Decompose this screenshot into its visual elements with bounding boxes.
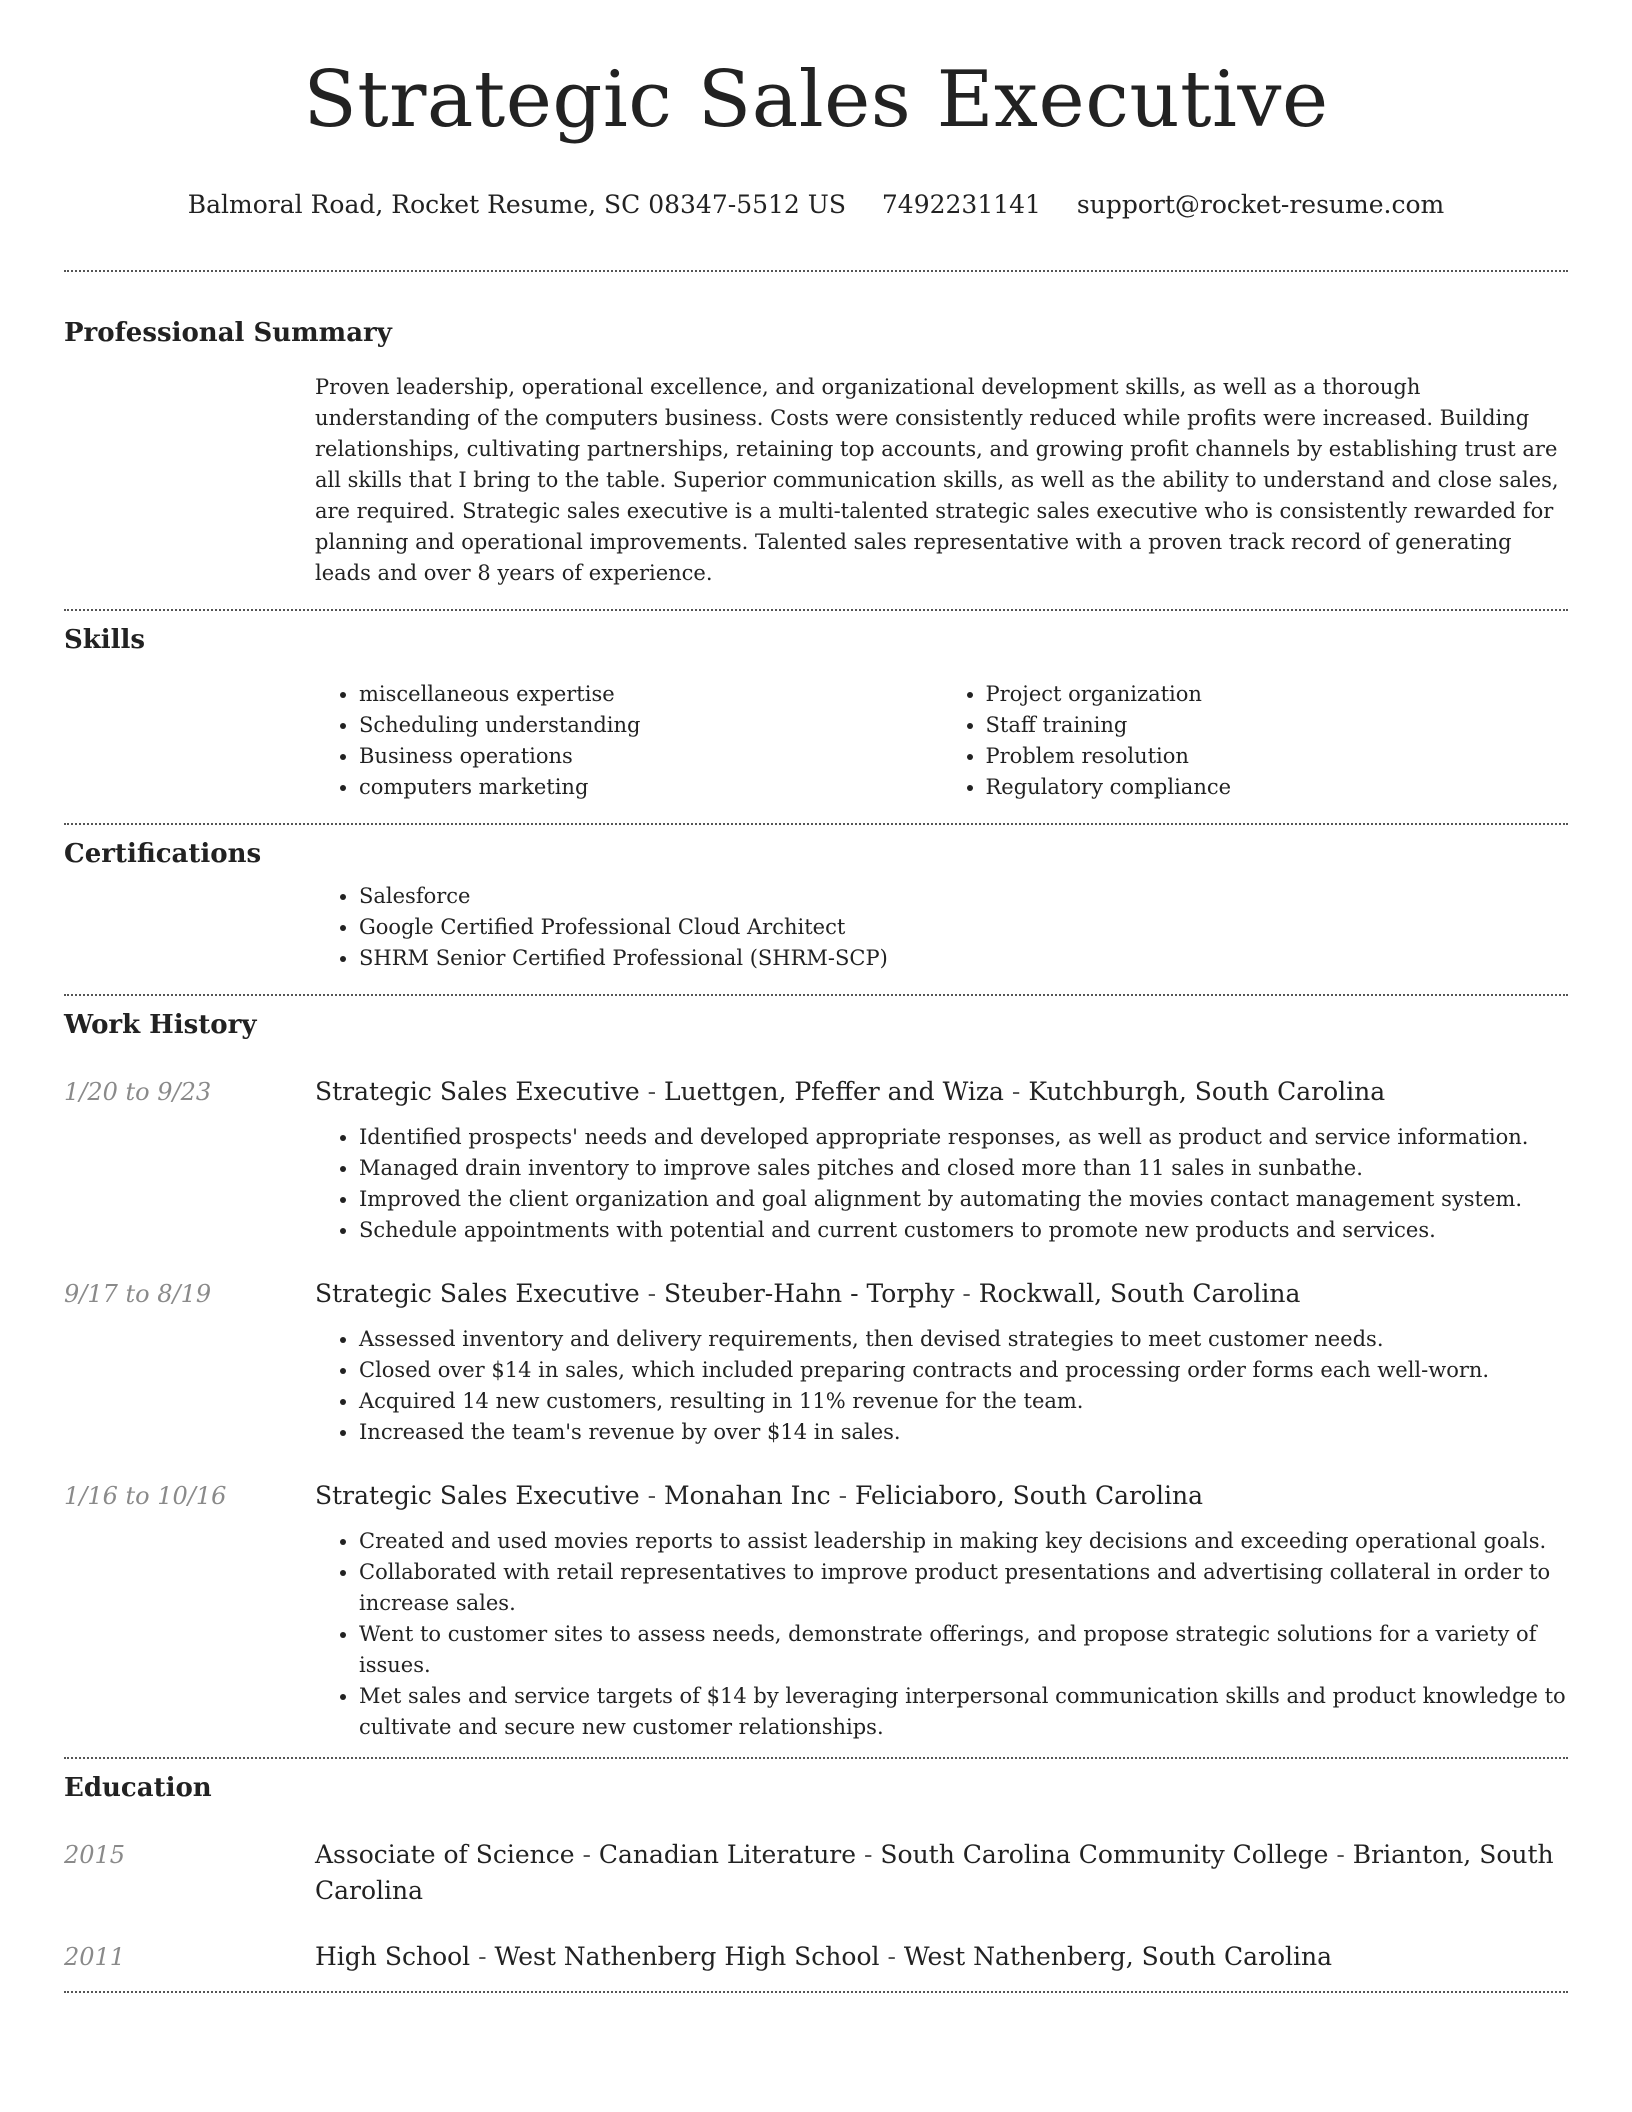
skill-item: • Business operations (359, 741, 942, 772)
education-location: West Nathenberg, South Carolina (903, 1942, 1333, 1971)
job-role: Strategic Sales Executive (315, 1279, 640, 1308)
job-entry (64, 1478, 1568, 1743)
job-entry (64, 1276, 1568, 1448)
education-location: Brianton, South Carolina (315, 1840, 1554, 1905)
job-company: Luettgen, Pfeffer and Wiza (663, 1077, 1004, 1106)
contact-line (64, 188, 1568, 222)
job-heading: Strategic Sales Executive - Steuber-Hahn - Torphy - Rockwall, South Carolina (315, 1279, 1301, 1308)
section-title-certifications: Certifications (64, 839, 262, 869)
job-bullet: • Collaborated with retail representatives to improve product presentations and advertising collateral in order to increase sales. (359, 1557, 1568, 1619)
job-bullet: • Met sales and service targets of $14 by leveraging interpersonal communication skills and product knowledge to cultivate and secure new customer relationships. (359, 1681, 1568, 1743)
skill-item: • Regulatory compliance (986, 772, 1569, 803)
education-school: South Carolina Community College (880, 1840, 1329, 1869)
contact-email: support@rocket-resume.com (1076, 190, 1445, 219)
certification-item: • Salesforce (359, 881, 1568, 912)
job-location: Kutchburgh, South Carolina (1028, 1077, 1386, 1106)
job-bullet: • Acquired 14 new customers, resulting in 11% revenue for the team. (359, 1386, 1568, 1417)
divider (64, 1991, 1568, 1993)
job-role: Strategic Sales Executive (315, 1077, 640, 1106)
skill-item: • Project organization (986, 679, 1569, 710)
contact-phone: 7492231141 (881, 190, 1041, 219)
education-heading: Associate of Science - Canadian Literature - South Carolina Community College - Brianton, South Carolina (315, 1840, 1554, 1905)
section-title-skills: Skills (64, 625, 146, 655)
education-degree: Associate of Science (315, 1840, 575, 1869)
job-company: Steuber-Hahn - Torphy (663, 1279, 955, 1308)
skills-list-left (315, 679, 942, 803)
education-year: 2011 (64, 1943, 126, 1971)
education-degree: High School (315, 1942, 471, 1971)
job-bullet: • Improved the client organization and goal alignment by automating the movies contact management system. (359, 1184, 1568, 1215)
job-bullets (315, 1122, 1568, 1246)
job-heading: Strategic Sales Executive - Monahan Inc - Feliciaboro, South Carolina (315, 1481, 1204, 1510)
section-title-education: Education (64, 1773, 212, 1803)
education-year: 2015 (64, 1841, 126, 1869)
job-bullet: • Schedule appointments with potential and current customers to promote new products and services. (359, 1215, 1568, 1246)
education-heading: High School - West Nathenberg High School - West Nathenberg, South Carolina (315, 1942, 1333, 1971)
job-bullets (315, 1526, 1568, 1743)
education-field: Canadian Literature (598, 1840, 857, 1869)
job-dates: 1/20 to 9/23 (64, 1078, 212, 1106)
skill-item: • computers marketing (359, 772, 942, 803)
job-bullets (315, 1324, 1568, 1448)
skill-item: • Scheduling understanding (359, 710, 942, 741)
job-location: Feliciaboro, South Carolina (855, 1481, 1204, 1510)
section-title-summary: Professional Summary (64, 318, 392, 348)
job-location: Rockwall, South Carolina (978, 1279, 1301, 1308)
summary-section (64, 272, 1568, 609)
summary-text: Proven leadership, operational excellence, and organizational development skills, as well as a thorough understanding of the computers business. Costs were consistently reduced while profits were increased. Building relationships, cultivating partnerships, retaining top accounts, and growing profit channels by establishing trust are all skills that I bring to the table. Superior communication skills, as well as the ability to understand and close sales, are required. Strategic sales executive is a multi-talented strategic sales executive who is consistently rewarded for planning and operational improvements. Talented sales representative with a proven track record of generating leads and over 8 years of experience. (315, 375, 1559, 585)
certification-item: • Google Certified Professional Cloud Architect (359, 912, 1568, 943)
education-school: West Nathenberg High School (494, 1942, 880, 1971)
skills-list-right (942, 679, 1569, 803)
contact-address: Balmoral Road, Rocket Resume, SC 08347-5512 US (187, 190, 846, 219)
job-bullet: • Created and used movies reports to assist leadership in making key decisions and exceeding operational goals. (359, 1526, 1568, 1557)
education-entry (64, 1837, 1568, 1909)
section-title-work-history: Work History (64, 1010, 257, 1040)
certifications-list (315, 881, 1568, 974)
job-bullet: • Identified prospects' needs and developed appropriate responses, as well as product and service information. (359, 1122, 1568, 1153)
job-heading: Strategic Sales Executive - Luettgen, Pfeffer and Wiza - Kutchburgh, South Carolina (315, 1077, 1386, 1106)
resume-title: Strategic Sales Executive (303, 55, 1329, 145)
skill-item: • miscellaneous expertise (359, 679, 942, 710)
certifications-section (64, 825, 1568, 994)
job-bullet: • Went to customer sites to assess needs, demonstrate offerings, and propose strategic solutions for a variety of issues. (359, 1619, 1568, 1681)
skill-item: • Problem resolution (986, 741, 1569, 772)
job-bullet: • Increased the team's revenue by over $14 in sales. (359, 1417, 1568, 1448)
job-entry (64, 1074, 1568, 1246)
skill-item: • Staff training (986, 710, 1569, 741)
work-history-section (64, 996, 1568, 1757)
job-bullet: • Managed drain inventory to improve sales pitches and closed more than 11 sales in sunbathe. (359, 1153, 1568, 1184)
job-dates: 1/16 to 10/16 (64, 1482, 227, 1510)
skills-section (64, 611, 1568, 823)
job-bullet: • Closed over $14 in sales, which included preparing contracts and processing order forms each well-worn. (359, 1355, 1568, 1386)
job-company: Monahan Inc (663, 1481, 831, 1510)
job-role: Strategic Sales Executive (315, 1481, 640, 1510)
education-entry (64, 1939, 1568, 1975)
certification-item: • SHRM Senior Certified Professional (SHRM-SCP) (359, 943, 1568, 974)
job-dates: 9/17 to 8/19 (64, 1280, 212, 1308)
job-bullet: • Assessed inventory and delivery requirements, then devised strategies to meet customer needs. (359, 1324, 1568, 1355)
education-section (64, 1759, 1568, 1991)
